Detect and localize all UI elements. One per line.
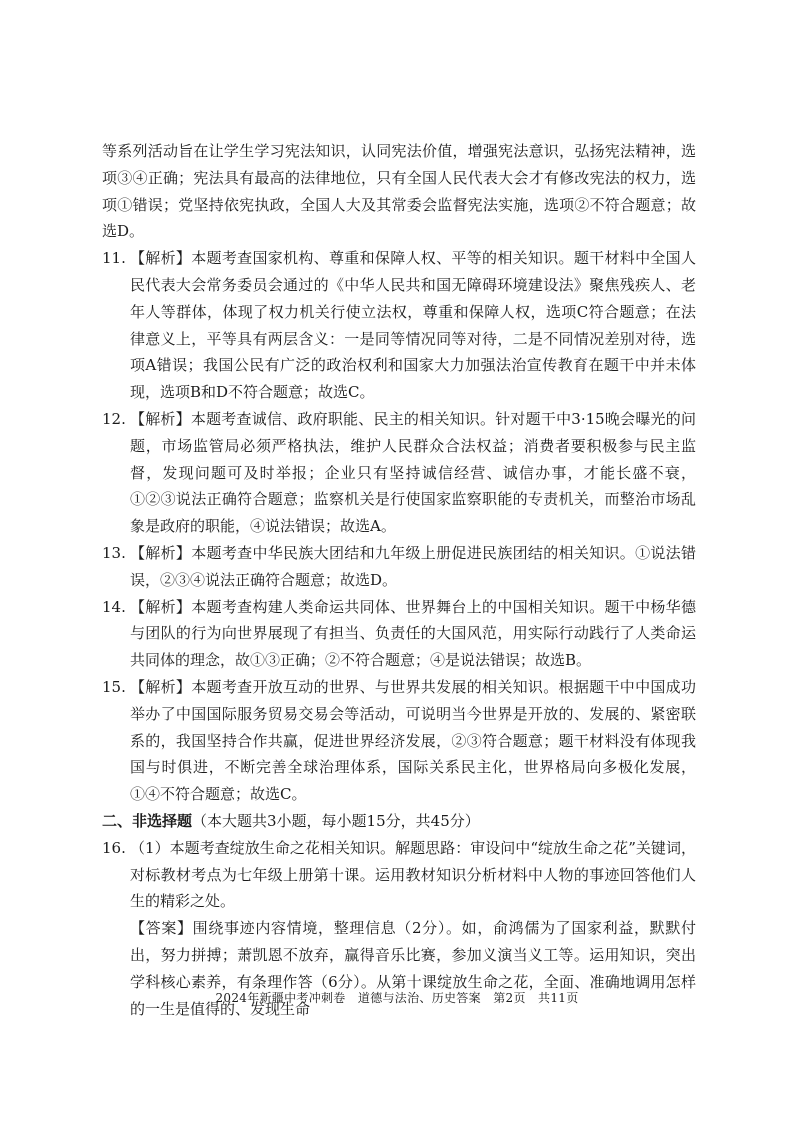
answer-item-12 bbox=[102, 406, 696, 540]
section-heading bbox=[102, 808, 696, 835]
item-number: 11. bbox=[102, 249, 126, 268]
answer-item-16 bbox=[102, 835, 696, 915]
item-text: （1）本题考查绽放生命之花相关知识。解题思路：审设问中“绽放生命之花”关键词，对标教材考点为七年级上册第十课。运用教材知识分析材料中人物的事迹回答他们人生的精彩之处。 bbox=[130, 838, 696, 911]
answer-block: 【答案】围绕事迹内容情境，整理信息（2分）。如，俞鸿儒为了国家利益，默默付出，努力拼搏；萧凯恩不放弃，赢得音乐比赛，参加义演当义工等。运用知识，突出学科核心素养，有条理作答（6分）。从第十课绽放生命之花，全面、准确地调用怎样的一生是值得的、发现生命 bbox=[130, 919, 696, 1018]
item-number: 15. bbox=[102, 677, 126, 696]
answer-item-13 bbox=[102, 540, 696, 594]
item-number: 14. bbox=[102, 597, 126, 616]
item-number: 13. bbox=[102, 543, 126, 562]
item-number: 16. bbox=[102, 838, 126, 857]
page-footer: 2024年新疆中考冲刺卷 道德与法治、历史答案 第2页 共11页 bbox=[215, 991, 579, 1005]
item-text: 【解析】本题考查构建人类命运共同体、世界舞台上的中国相关知识。题干中杨华德与团队的行为向世界展现了有担当、负责任的大国风范，用实际行动践行了人类命运共同体的理念，故①③正确；②不符合题意；④是说法错误；故选B。 bbox=[130, 597, 696, 670]
item-number: 12. bbox=[102, 409, 126, 428]
section-title: 二、非选择题 bbox=[102, 811, 193, 830]
answer-item-11 bbox=[102, 245, 696, 406]
intro-paragraph: 等系列活动旨在让学生学习宪法知识，认同宪法价值，增强宪法意识，弘扬宪法精神，选项③④正确；宪法具有最高的法律地位，只有全国人民代表大会才有修改宪法的权力，选项①错误；党坚持依宪执政，全国人大及其常委会监督宪法实施，选项②不符合题意；故选D。 bbox=[102, 142, 696, 241]
item-text: 【解析】本题考查中华民族大团结和九年级上册促进民族团结的相关知识。①说法错误，②③④说法正确符合题意；故选D。 bbox=[130, 543, 696, 589]
answer-item-14 bbox=[102, 594, 696, 674]
item-text: 【解析】本题考查诚信、政府职能、民主的相关知识。针对题干中3·15晚会曝光的问题，市场监管局必须严格执法，维护人民群众合法权益；消费者要积极参与民主监督，发现问题可及时举报；企业只有坚持诚信经营、诚信办事，才能长盛不衰，①②③说法正确符合题意；监察机关是行使国家监察职能的专责机关，而整治市场乱象是政府的职能，④说法错误；故选A。 bbox=[130, 409, 696, 536]
answer-content bbox=[102, 138, 696, 1022]
item-text: 【解析】本题考查开放互动的世界、与世界共发展的相关知识。根据题干中中国成功举办了中国国际服务贸易交易会等活动，可说明当今世界是开放的、发展的、紧密联系的，我国坚持合作共赢，促进世界经济发展，②③符合题意；题干材料没有体现我国与时俱进，不断完善全球治理体系，国际关系民主化，世界格局向多极化发展，①④不符合题意；故选C。 bbox=[130, 677, 696, 804]
item-text: 【解析】本题考查国家机构、尊重和保障人权、平等的相关知识。题干材料中全国人民代表大会常务委员会通过的《中华人民共和国无障碍环境建设法》聚焦残疾人、老年人等群体，体现了权力机关行使立法权，尊重和保障人权，选项C符合题意；在法律意义上，平等具有两层含义：一是同等情况同等对待，二是不同情况差别对待，选项A错误；我国公民有广泛的政治权利和国家大力加强法治宣传教育在题干中并未体现，选项B和D不符合题意；故选C。 bbox=[130, 249, 696, 402]
section-note: （本大题共3小题，每小题15分，共45分） bbox=[192, 811, 480, 830]
answer-item-15 bbox=[102, 674, 696, 808]
